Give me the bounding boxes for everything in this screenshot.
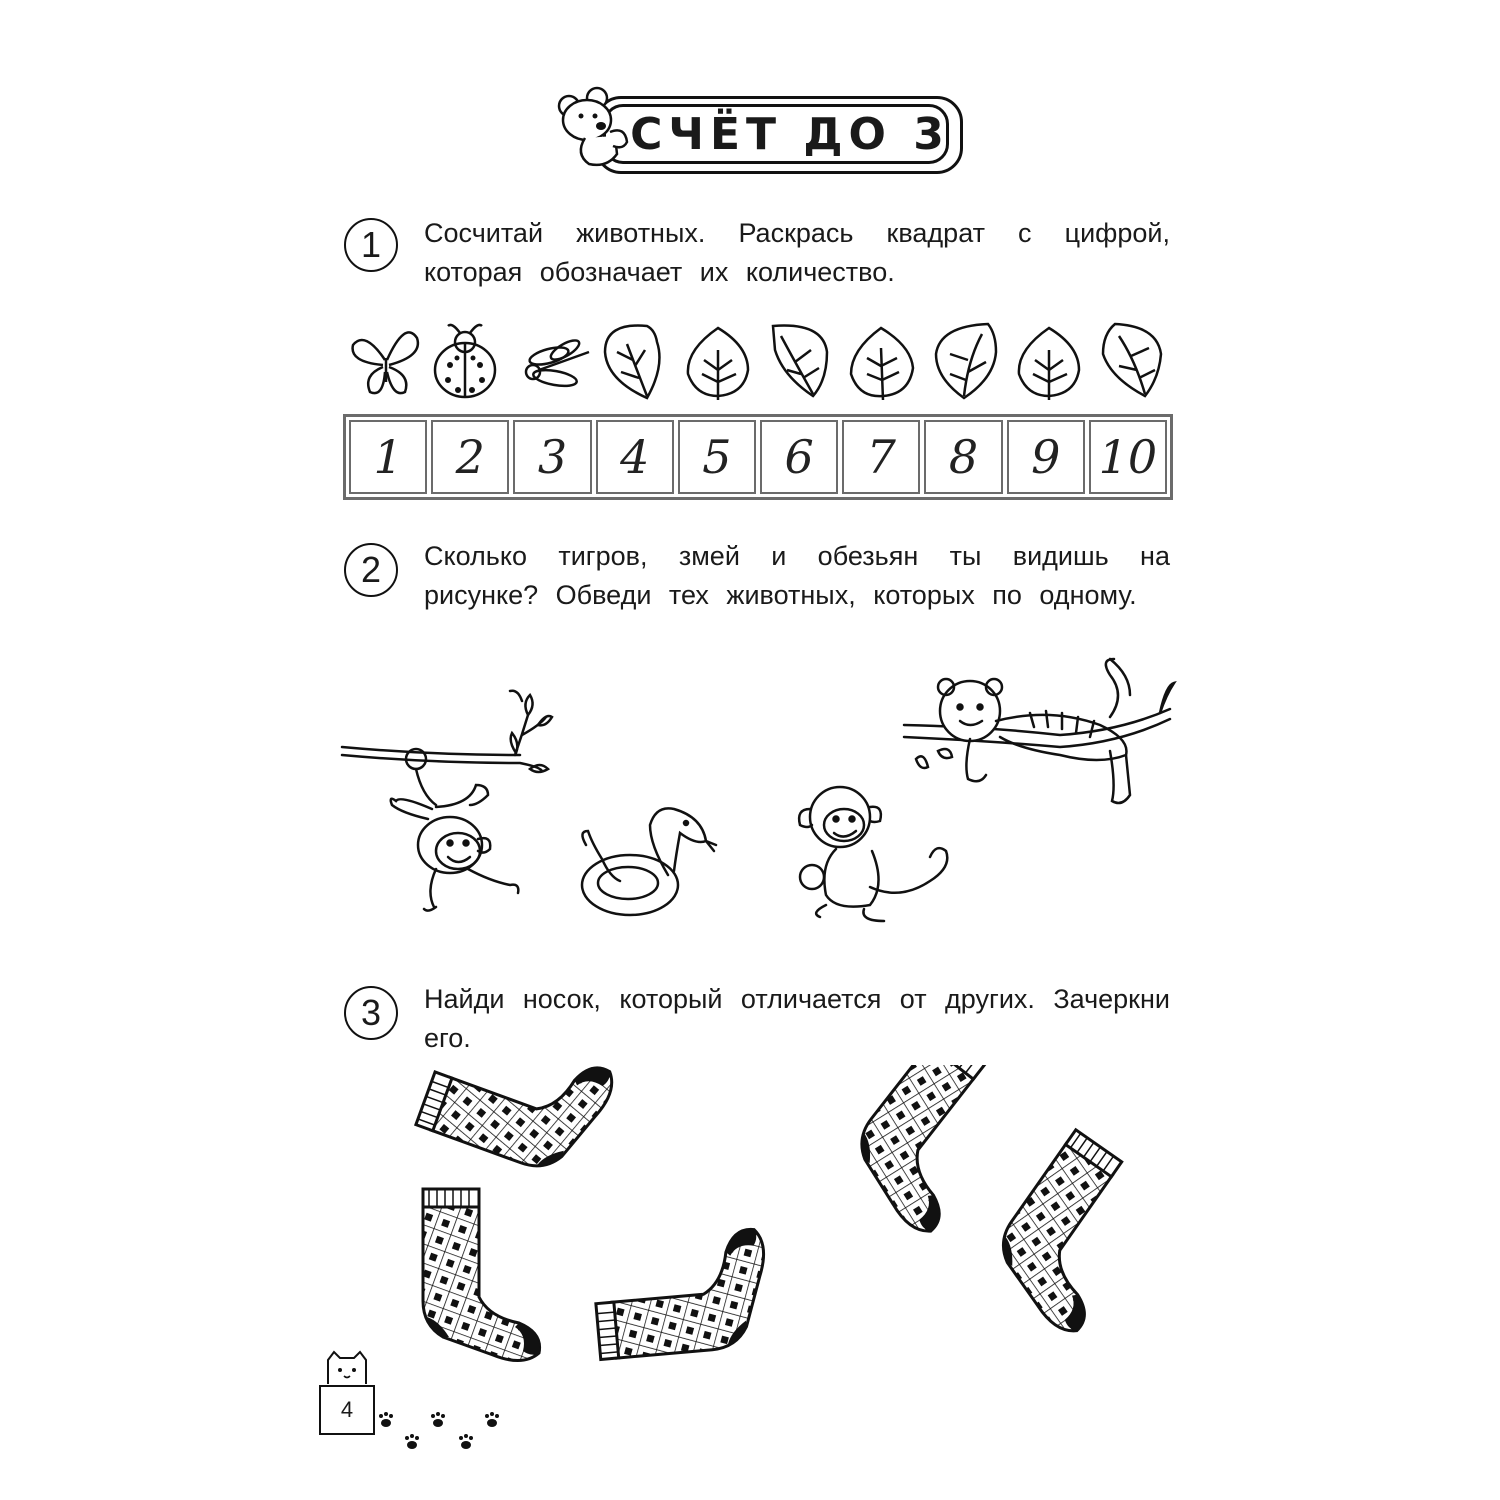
sock-3 [423, 1189, 540, 1361]
task-number-1: 1 [344, 218, 398, 272]
leaf-icon [688, 328, 748, 400]
snake [582, 808, 716, 915]
task-1-icons-row [345, 320, 1175, 405]
number-cell[interactable]: 5 [678, 420, 756, 494]
sock-1 [416, 1065, 617, 1183]
number-cell[interactable]: 2 [431, 420, 509, 494]
number-cell[interactable]: 4 [596, 420, 674, 494]
dragonfly-icon [526, 337, 589, 389]
number-cell[interactable]: 7 [842, 420, 920, 494]
number-cell[interactable]: 10 [1089, 420, 1167, 494]
number-cell[interactable]: 9 [1007, 420, 1085, 494]
task-number-2: 2 [344, 543, 398, 597]
task-2-instruction: Сколько тигров, змей и обезьян ты видишь на рисунке? Обведи тех животных, которых по одному. [424, 541, 1170, 610]
socks-illustration [405, 1065, 1125, 1390]
task-1-instruction: Сосчитай животных. Раскрась квадрат с цифрой, которая обозначает их количество. [424, 218, 1170, 287]
number-cell[interactable]: 6 [760, 420, 838, 494]
mouse-mascot-icon [555, 84, 635, 174]
cat-mascot-icon [322, 1350, 372, 1388]
sock-4 [591, 1228, 772, 1359]
monkey-sitting [799, 787, 947, 921]
monkey-hanging [391, 749, 519, 911]
jungle-illustration [340, 655, 1180, 935]
paw-prints-icon [378, 1405, 508, 1455]
page-title: СЧЁТ ДО 3 [630, 109, 950, 160]
leaf-icon [773, 326, 827, 396]
leaf-icon [851, 328, 913, 400]
leaf-icon [936, 324, 996, 398]
page-number: 4 [319, 1385, 375, 1435]
number-cell[interactable]: 8 [924, 420, 1002, 494]
leaf-icon [1103, 324, 1161, 396]
number-cell[interactable]: 3 [513, 420, 591, 494]
task-3-instruction: Найди носок, который отличается от других. Зачеркни его. [424, 984, 1170, 1053]
sock-5 [977, 1130, 1125, 1337]
title-banner [595, 96, 963, 172]
task-number-3: 3 [344, 986, 398, 1040]
leaf-icon [605, 326, 659, 398]
ladybug-icon [435, 325, 495, 397]
leaf-icon [1019, 328, 1079, 400]
number-grid [343, 414, 1173, 500]
number-cell[interactable]: 1 [349, 420, 427, 494]
butterfly-icon [353, 332, 418, 393]
sock-2 [835, 1065, 1032, 1237]
